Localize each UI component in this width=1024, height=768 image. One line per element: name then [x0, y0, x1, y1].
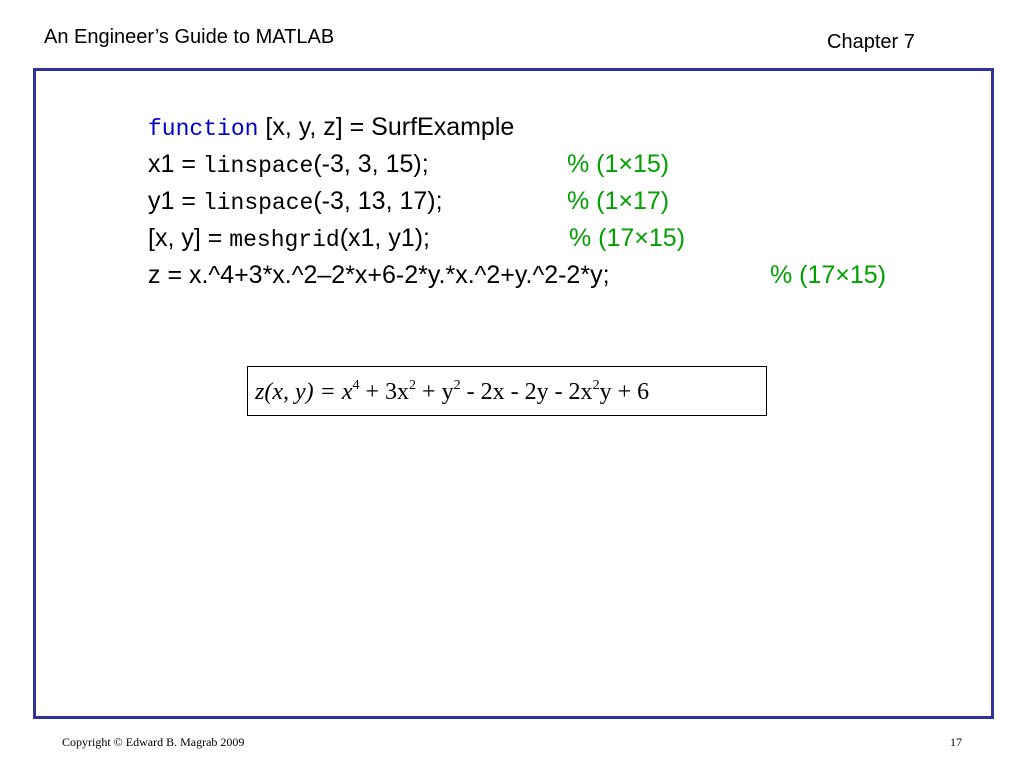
page-number: 17: [950, 735, 962, 749]
meshgrid-call: meshgrid: [229, 227, 340, 253]
code-comment: % (17×15): [569, 224, 686, 252]
equation-box: [247, 366, 767, 416]
linspace-call: linspace: [202, 190, 314, 216]
equation-term: + y: [416, 379, 454, 405]
y1-assignment: y1 =: [148, 187, 203, 215]
code-line-2: [148, 146, 670, 183]
code-comment: % (17×15): [770, 261, 887, 289]
document-title: An Engineer’s Guide to MATLAB: [44, 26, 335, 48]
equation-exponent: 2: [592, 378, 600, 393]
equation-term: x: [341, 379, 353, 405]
x1-assignment: x1 =: [148, 150, 203, 178]
code-block: [148, 109, 887, 294]
code-line-5: [148, 257, 887, 294]
meshgrid-args: (x1, y1);: [339, 224, 430, 252]
equation-exponent: 2: [409, 378, 417, 393]
code-comment: % (1×15): [567, 150, 670, 178]
equation-term: + 3x: [359, 379, 410, 405]
copyright-text: Copyright © Edward B. Magrab 2009: [62, 735, 245, 749]
code-line-3: [148, 183, 670, 220]
equation-term: y + 6: [599, 379, 650, 405]
function-keyword: function: [148, 116, 259, 142]
xy-assignment: [x, y] =: [148, 224, 230, 252]
linspace-call: linspace: [202, 153, 314, 179]
equation-term: - 2x - 2y - 2x: [460, 379, 593, 405]
equation-exponent: 4: [352, 378, 360, 393]
code-line-1: [148, 109, 610, 146]
equation-lhs: z(x, y) =: [255, 379, 342, 405]
z-expression: z = x.^4+3*x.^2–2*x+6-2*y.*x.^2+y.^2-2*y;: [148, 261, 610, 289]
y1-args: (-3, 13, 17);: [313, 187, 443, 215]
function-signature: [x, y, z] = SurfExample: [258, 113, 515, 141]
equation-exponent: 2: [453, 378, 461, 393]
code-line-4: [148, 220, 686, 257]
chapter-label: Chapter 7: [827, 31, 915, 53]
code-comment: % (1×17): [567, 187, 670, 215]
x1-args: (-3, 3, 15);: [313, 150, 429, 178]
